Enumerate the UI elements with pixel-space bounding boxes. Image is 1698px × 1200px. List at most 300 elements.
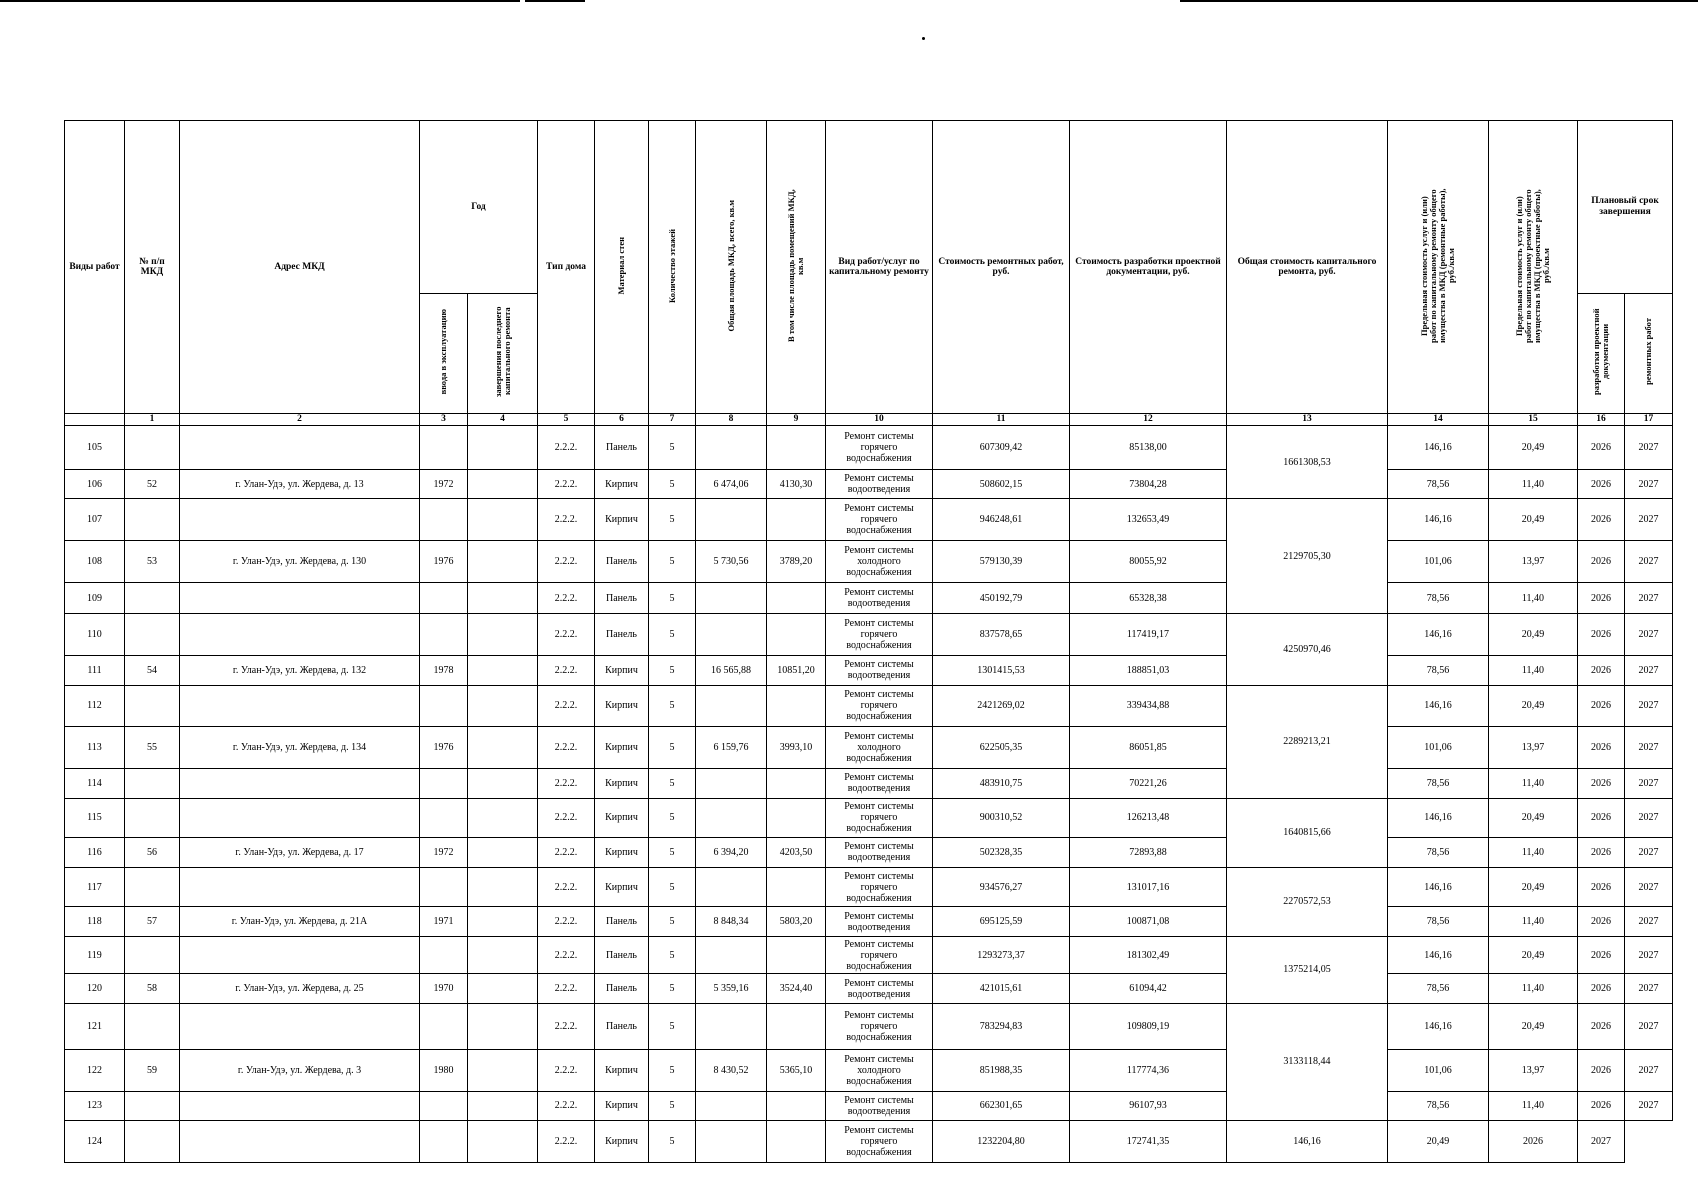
cell-total-area: 16 565,88 [696, 656, 767, 685]
cell-limit-repair: 146,16 [1388, 614, 1489, 656]
cell-repair-cost: 783294,83 [933, 1003, 1070, 1049]
cell-limit-repair: 146,16 [1388, 867, 1489, 907]
cell-address [180, 685, 420, 727]
cell-house-type: 2.2.2. [538, 936, 595, 974]
column-number: 4 [468, 414, 538, 426]
cell-year-commission: 1972 [420, 470, 468, 499]
cell-address [180, 798, 420, 838]
cell-deadline-repair: 2027 [1625, 499, 1673, 541]
cell-premises-area [767, 867, 826, 907]
cell-limit-design: 20,49 [1489, 867, 1578, 907]
cell-repair-cost: 2421269,02 [933, 685, 1070, 727]
column-number: 1 [125, 414, 180, 426]
cell-address [180, 499, 420, 541]
cell-address [180, 614, 420, 656]
cell-premises-area: 10851,20 [767, 656, 826, 685]
cell-deadline-repair: 2027 [1625, 769, 1673, 798]
cell-vid-rabot: 108 [65, 541, 125, 583]
cell-year-last-repair [468, 541, 538, 583]
cell-premises-area: 5365,10 [767, 1049, 826, 1091]
cell-work-type: Ремонт системы водоотведения [826, 838, 933, 867]
cell-limit-design: 20,49 [1489, 614, 1578, 656]
cell-vid-rabot: 116 [65, 838, 125, 867]
cell-limit-design: 11,40 [1489, 470, 1578, 499]
cell-premises-area: 3524,40 [767, 974, 826, 1003]
cell-vid-rabot: 117 [65, 867, 125, 907]
column-number-blank [65, 414, 125, 426]
cell-limit-repair: 78,56 [1388, 769, 1489, 798]
header-material [595, 121, 649, 414]
cell-deadline-repair: 2027 [1625, 614, 1673, 656]
cell-vid-rabot: 112 [65, 685, 125, 727]
cell-floors: 5 [649, 583, 696, 614]
cell-limit-repair: 78,56 [1388, 838, 1489, 867]
cell-floors: 5 [649, 1091, 696, 1120]
cell-house-type: 2.2.2. [538, 541, 595, 583]
cell-total-area [696, 936, 767, 974]
cell-year-commission [420, 426, 468, 470]
cell-year-commission: 1971 [420, 907, 468, 936]
cell-year-last-repair [468, 1049, 538, 1091]
cell-deadline-design: 2026 [1578, 1091, 1625, 1120]
cell-total-cost: 2270572,53 [1227, 867, 1388, 936]
header-pred-remont [1388, 121, 1489, 414]
cell-vid-rabot: 110 [65, 614, 125, 656]
cell-nn: 56 [125, 838, 180, 867]
cell-vid-rabot: 124 [65, 1120, 125, 1162]
cell-floors: 5 [649, 769, 696, 798]
cell-wall-material: Панель [595, 1003, 649, 1049]
cell-wall-material: Панель [595, 907, 649, 936]
cell-address: г. Улан-Удэ, ул. Жердева, д. 134 [180, 727, 420, 769]
cell-limit-design: 11,40 [1489, 907, 1578, 936]
cell-total-area [696, 614, 767, 656]
table-row [65, 727, 1673, 769]
header-ploshad-pomesh [767, 121, 826, 414]
cell-floors: 5 [649, 470, 696, 499]
cell-nn [125, 685, 180, 727]
cell-nn [125, 1091, 180, 1120]
cell-limit-design: 11,40 [1489, 656, 1578, 685]
cell-total-area: 8 430,52 [696, 1049, 767, 1091]
cell-year-commission [420, 1003, 468, 1049]
cell-total-cost: 3133118,44 [1227, 1003, 1388, 1120]
cell-limit-repair: 78,56 [1388, 583, 1489, 614]
cell-premises-area: 3789,20 [767, 541, 826, 583]
cell-premises-area: 3993,10 [767, 727, 826, 769]
cell-wall-material: Кирпич [595, 1091, 649, 1120]
cell-deadline-repair: 2027 [1625, 974, 1673, 1003]
cell-address [180, 426, 420, 470]
header-etazhi [649, 121, 696, 414]
scan-edge-line-left [0, 0, 520, 2]
cell-wall-material: Кирпич [595, 499, 649, 541]
cell-total-area: 8 848,34 [696, 907, 767, 936]
cell-repair-cost: 483910,75 [933, 769, 1070, 798]
cell-total-area [696, 426, 767, 470]
cell-repair-cost: 1232204,80 [933, 1120, 1070, 1162]
cell-wall-material: Кирпич [595, 769, 649, 798]
cell-year-commission [420, 867, 468, 907]
header-god-remont [468, 293, 538, 413]
cell-house-type: 2.2.2. [538, 614, 595, 656]
cell-deadline-design: 2026 [1489, 1120, 1578, 1162]
scan-edge-line-mid [525, 0, 585, 2]
cell-vid-rabot: 111 [65, 656, 125, 685]
cell-wall-material: Кирпич [595, 685, 649, 727]
cell-floors: 5 [649, 936, 696, 974]
header-god-vvoda [420, 293, 468, 413]
cell-address [180, 1003, 420, 1049]
cell-address [180, 583, 420, 614]
cell-total-area [696, 583, 767, 614]
cell-house-type: 2.2.2. [538, 685, 595, 727]
cell-total-area: 6 474,06 [696, 470, 767, 499]
table-row [65, 838, 1673, 867]
cell-nn: 53 [125, 541, 180, 583]
cell-address: г. Улан-Удэ, ул. Жердева, д. 132 [180, 656, 420, 685]
cell-limit-design: 20,49 [1489, 685, 1578, 727]
cell-limit-repair: 146,16 [1388, 936, 1489, 974]
cell-limit-design: 13,97 [1489, 727, 1578, 769]
cell-work-type: Ремонт системы горячего водоснабжения [826, 867, 933, 907]
cell-year-commission [420, 614, 468, 656]
cell-limit-design: 11,40 [1489, 583, 1578, 614]
cell-design-cost: 172741,35 [1070, 1120, 1227, 1162]
cell-address [180, 1091, 420, 1120]
cell-year-commission: 1978 [420, 656, 468, 685]
cell-premises-area: 4130,30 [767, 470, 826, 499]
cell-vid-rabot: 113 [65, 727, 125, 769]
cell-deadline-repair: 2027 [1625, 727, 1673, 769]
cell-nn [125, 867, 180, 907]
cell-deadline-design: 2026 [1578, 499, 1625, 541]
cell-deadline-design: 2026 [1578, 867, 1625, 907]
column-number: 6 [595, 414, 649, 426]
cell-deadline-repair: 2027 [1625, 685, 1673, 727]
cell-limit-repair: 146,16 [1388, 685, 1489, 727]
cell-repair-cost: 502328,35 [933, 838, 1070, 867]
cell-address [180, 936, 420, 974]
header-material-text: Материал стен [616, 236, 627, 295]
cell-total-cost: 4250970,46 [1227, 614, 1388, 685]
cell-limit-repair: 146,16 [1388, 499, 1489, 541]
cell-limit-design: 20,49 [1489, 798, 1578, 838]
table-row [65, 907, 1673, 936]
cell-wall-material: Панель [595, 583, 649, 614]
cell-deadline-design: 2026 [1578, 583, 1625, 614]
cell-address: г. Улан-Удэ, ул. Жердева, д. 130 [180, 541, 420, 583]
cell-deadline-repair: 2027 [1625, 1049, 1673, 1091]
cell-deadline-repair: 2027 [1625, 426, 1673, 470]
cell-premises-area [767, 1091, 826, 1120]
cell-vid-rabot: 106 [65, 470, 125, 499]
cell-year-commission [420, 936, 468, 974]
cell-deadline-design: 2026 [1578, 838, 1625, 867]
cell-address [180, 867, 420, 907]
cell-premises-area [767, 936, 826, 974]
cell-design-cost: 73804,28 [1070, 470, 1227, 499]
cell-total-area: 6 159,76 [696, 727, 767, 769]
cell-year-last-repair [468, 769, 538, 798]
cell-work-type: Ремонт системы водоотведения [826, 470, 933, 499]
cell-house-type: 2.2.2. [538, 470, 595, 499]
cell-year-commission [420, 499, 468, 541]
cell-year-last-repair [468, 470, 538, 499]
cell-house-type: 2.2.2. [538, 838, 595, 867]
cell-nn: 54 [125, 656, 180, 685]
cell-repair-cost: 421015,61 [933, 974, 1070, 1003]
header-pred-proekt [1489, 121, 1578, 414]
cell-house-type: 2.2.2. [538, 1003, 595, 1049]
table-row [65, 614, 1673, 656]
cell-total-area [696, 1120, 767, 1162]
cell-work-type: Ремонт системы водоотведения [826, 974, 933, 1003]
scan-speck [922, 37, 925, 40]
cell-vid-rabot: 122 [65, 1049, 125, 1091]
cell-premises-area [767, 426, 826, 470]
cell-house-type: 2.2.2. [538, 907, 595, 936]
cell-year-last-repair [468, 936, 538, 974]
cell-deadline-repair: 2027 [1625, 656, 1673, 685]
cell-deadline-repair: 2027 [1625, 867, 1673, 907]
cell-premises-area [767, 769, 826, 798]
column-number: 15 [1489, 414, 1578, 426]
cell-repair-cost: 662301,65 [933, 1091, 1070, 1120]
cell-limit-design: 20,49 [1489, 499, 1578, 541]
cell-work-type: Ремонт системы горячего водоснабжения [826, 1003, 933, 1049]
cell-design-cost: 117774,36 [1070, 1049, 1227, 1091]
cell-year-commission [420, 798, 468, 838]
cell-year-last-repair [468, 1091, 538, 1120]
column-number: 10 [826, 414, 933, 426]
cell-design-cost: 96107,93 [1070, 1091, 1227, 1120]
cell-house-type: 2.2.2. [538, 727, 595, 769]
table-row [65, 685, 1673, 727]
cell-limit-design: 13,97 [1489, 1049, 1578, 1091]
column-number: 5 [538, 414, 595, 426]
scan-edge-line-right [1180, 0, 1698, 2]
cell-nn: 55 [125, 727, 180, 769]
cell-year-last-repair [468, 867, 538, 907]
table-row [65, 583, 1673, 614]
cell-work-type: Ремонт системы горячего водоснабжения [826, 426, 933, 470]
cell-year-commission [420, 583, 468, 614]
cell-nn [125, 798, 180, 838]
cell-limit-repair: 78,56 [1388, 1091, 1489, 1120]
cell-address: г. Улан-Удэ, ул. Жердева, д. 21А [180, 907, 420, 936]
cell-design-cost: 72893,88 [1070, 838, 1227, 867]
cell-design-cost: 339434,88 [1070, 685, 1227, 727]
header-vid-rabot: Виды работ [65, 121, 125, 414]
cell-address: г. Улан-Удэ, ул. Жердева, д. 13 [180, 470, 420, 499]
cell-design-cost: 61094,42 [1070, 974, 1227, 1003]
cell-total-cost: 1375214,05 [1227, 936, 1388, 1003]
cell-wall-material: Панель [595, 614, 649, 656]
header-ploshad-vsego [696, 121, 767, 414]
cell-nn: 57 [125, 907, 180, 936]
cell-deadline-design: 2026 [1578, 974, 1625, 1003]
cell-limit-repair: 78,56 [1388, 974, 1489, 1003]
header-address: Адрес МКД [180, 121, 420, 414]
table-row [65, 541, 1673, 583]
header-stoim-proekt: Стоимость разработки проектной документации, руб. [1070, 121, 1227, 414]
cell-total-area [696, 769, 767, 798]
cell-total-area [696, 1091, 767, 1120]
cell-year-commission [420, 685, 468, 727]
cell-design-cost: 126213,48 [1070, 798, 1227, 838]
cell-wall-material: Панель [595, 974, 649, 1003]
cell-limit-design: 20,49 [1489, 936, 1578, 974]
cell-work-type: Ремонт системы водоотведения [826, 583, 933, 614]
cell-year-last-repair [468, 685, 538, 727]
cell-design-cost: 188851,03 [1070, 656, 1227, 685]
cell-deadline-repair: 2027 [1625, 936, 1673, 974]
cell-deadline-design: 2026 [1578, 470, 1625, 499]
cell-deadline-design: 2026 [1578, 727, 1625, 769]
cell-design-cost: 100871,08 [1070, 907, 1227, 936]
table-row [65, 798, 1673, 838]
cell-nn [125, 426, 180, 470]
header-nn: № п/п МКД [125, 121, 180, 414]
table-row [65, 656, 1673, 685]
cell-design-cost: 132653,49 [1070, 499, 1227, 541]
cell-year-last-repair [468, 1120, 538, 1162]
header-god-remont-text: завершения последнего капитального ремонта [492, 306, 512, 398]
cell-address [180, 769, 420, 798]
column-number: 7 [649, 414, 696, 426]
cell-house-type: 2.2.2. [538, 769, 595, 798]
cell-wall-material: Кирпич [595, 656, 649, 685]
cell-deadline-design: 2026 [1578, 936, 1625, 974]
cell-year-last-repair [468, 614, 538, 656]
cell-wall-material: Кирпич [595, 838, 649, 867]
cell-nn: 52 [125, 470, 180, 499]
cell-house-type: 2.2.2. [538, 974, 595, 1003]
column-number: 9 [767, 414, 826, 426]
cell-nn: 58 [125, 974, 180, 1003]
cell-wall-material: Панель [595, 541, 649, 583]
header-obshaya: Общая стоимость капитального ремонта, руб. [1227, 121, 1388, 414]
cell-total-cost: 1661308,53 [1227, 426, 1388, 499]
cell-nn [125, 499, 180, 541]
cell-year-commission: 1976 [420, 541, 468, 583]
cell-work-type: Ремонт системы водоотведения [826, 656, 933, 685]
cell-wall-material: Кирпич [595, 867, 649, 907]
cell-total-area [696, 685, 767, 727]
cell-limit-repair: 146,16 [1388, 426, 1489, 470]
cell-deadline-repair: 2027 [1625, 798, 1673, 838]
cell-limit-repair: 78,56 [1388, 470, 1489, 499]
cell-nn [125, 769, 180, 798]
table-row [65, 974, 1673, 1003]
cell-work-type: Ремонт системы холодного водоснабжения [826, 1049, 933, 1091]
table-row [65, 426, 1673, 470]
cell-deadline-repair: 2027 [1625, 1003, 1673, 1049]
cell-nn [125, 614, 180, 656]
cell-deadline-design: 2026 [1578, 656, 1625, 685]
cell-floors: 5 [649, 798, 696, 838]
cell-wall-material: Кирпич [595, 798, 649, 838]
cell-total-cost: 1640815,66 [1227, 798, 1388, 867]
table-row [65, 1091, 1673, 1120]
cell-floors: 5 [649, 727, 696, 769]
cell-limit-design: 11,40 [1489, 1091, 1578, 1120]
table-row [65, 499, 1673, 541]
cell-limit-design: 11,40 [1489, 769, 1578, 798]
cell-deadline-repair: 2027 [1625, 907, 1673, 936]
cell-floors: 5 [649, 614, 696, 656]
cell-deadline-design: 2026 [1578, 614, 1625, 656]
cell-address: г. Улан-Удэ, ул. Жердева, д. 25 [180, 974, 420, 1003]
cell-premises-area [767, 1003, 826, 1049]
header-srok-proekt-text: разработки проектной документации [1591, 308, 1610, 396]
cell-deadline-repair: 2027 [1625, 470, 1673, 499]
cell-total-area: 6 394,20 [696, 838, 767, 867]
cell-address: г. Улан-Удэ, ул. Жердева, д. 17 [180, 838, 420, 867]
cell-year-commission: 1976 [420, 727, 468, 769]
cell-nn [125, 936, 180, 974]
column-number: 14 [1388, 414, 1489, 426]
cell-house-type: 2.2.2. [538, 426, 595, 470]
cell-vid-rabot: 119 [65, 936, 125, 974]
cell-premises-area: 4203,50 [767, 838, 826, 867]
cell-year-commission [420, 1091, 468, 1120]
cell-repair-cost: 1293273,37 [933, 936, 1070, 974]
cell-design-cost: 131017,16 [1070, 867, 1227, 907]
header-vid-uslug: Вид работ/услуг по капитальному ремонту [826, 121, 933, 414]
cell-deadline-design: 2026 [1578, 541, 1625, 583]
cell-year-last-repair [468, 583, 538, 614]
cell-vid-rabot: 107 [65, 499, 125, 541]
cell-work-type: Ремонт системы горячего водоснабжения [826, 936, 933, 974]
cell-deadline-design: 2026 [1578, 685, 1625, 727]
cell-limit-repair: 78,56 [1388, 656, 1489, 685]
cell-year-commission [420, 1120, 468, 1162]
cell-wall-material: Панель [595, 426, 649, 470]
cell-house-type: 2.2.2. [538, 798, 595, 838]
column-number: 2 [180, 414, 420, 426]
cell-total-area [696, 499, 767, 541]
cell-vid-rabot: 114 [65, 769, 125, 798]
cell-nn [125, 1120, 180, 1162]
cell-work-type: Ремонт системы водоотведения [826, 769, 933, 798]
column-number-row [65, 414, 1673, 426]
cell-limit-repair: 146,16 [1388, 1003, 1489, 1049]
cell-floors: 5 [649, 426, 696, 470]
table-row [65, 1120, 1673, 1162]
cell-vid-rabot: 121 [65, 1003, 125, 1049]
header-pred-remont-text: Предельная стоимость услуг и (или) работ по капитальному ремонту общего имущества в МКД (ремонтные работы), руб./кв.м [1419, 188, 1456, 343]
cell-address [180, 1120, 420, 1162]
cell-deadline-repair: 2027 [1578, 1120, 1625, 1162]
header-stoim-remont: Стоимость ремонтных работ, руб. [933, 121, 1070, 414]
cell-deadline-repair: 2027 [1625, 541, 1673, 583]
cell-repair-cost: 946248,61 [933, 499, 1070, 541]
cell-wall-material: Кирпич [595, 1049, 649, 1091]
cell-limit-design: 11,40 [1489, 838, 1578, 867]
cell-floors: 5 [649, 838, 696, 867]
cell-vid-rabot: 109 [65, 583, 125, 614]
cell-limit-repair: 146,16 [1388, 798, 1489, 838]
cell-year-last-repair [468, 798, 538, 838]
cell-work-type: Ремонт системы холодного водоснабжения [826, 541, 933, 583]
cell-repair-cost: 851988,35 [933, 1049, 1070, 1091]
column-number: 17 [1625, 414, 1673, 426]
cell-total-area [696, 798, 767, 838]
cell-year-last-repair [468, 656, 538, 685]
cell-work-type: Ремонт системы холодного водоснабжения [826, 727, 933, 769]
